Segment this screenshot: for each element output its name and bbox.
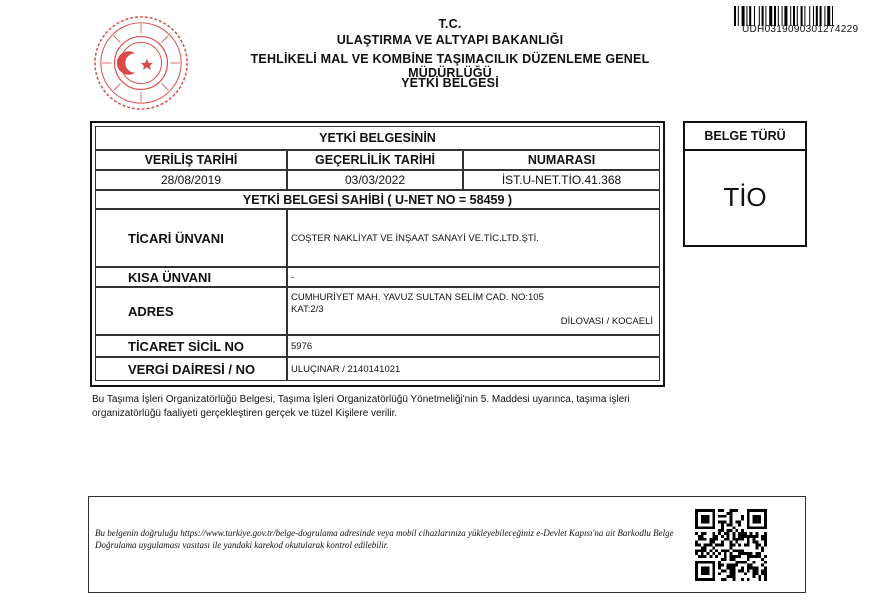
- holder-title: YETKİ BELGESİ SAHİBİ ( U-NET NO = 58459 ): [95, 190, 660, 209]
- short-name-label: KISA ÜNVANI: [95, 267, 287, 287]
- certificate-table: [90, 121, 665, 387]
- legal-note: Bu Taşıma İşleri Organizatörlüğü Belgesi, Taşıma İşleri Organizatörlüğü Yönetmeliği'nin 5. Maddesi uyarınca, taşıma işleri organizatörlüğü faaliyeti gerçekleştiren gerçek ve tüzel Kişilere verilir.: [92, 394, 630, 419]
- ministry-seal-icon: [92, 14, 190, 112]
- address-district: DİLOVASI / KOCAELİ: [560, 316, 653, 327]
- address-label: ADRES: [95, 287, 287, 335]
- barcode-number: UDH0319090301274229: [742, 24, 859, 35]
- issue-date-header: VERİLİŞ TARİHİ: [95, 150, 287, 170]
- tax-label: VERGİ DAİRESİ / NO: [95, 357, 287, 381]
- validity-date-value: 03/03/2022: [287, 170, 463, 190]
- number-value: İST.U-NET.TİO.41.368: [463, 170, 660, 190]
- address-line2: KAT:2/3: [291, 304, 324, 315]
- qr-code-icon: [695, 509, 767, 581]
- header-document-title: YETKİ BELGESİ: [401, 76, 499, 90]
- registry-label: TİCARET SİCİL NO: [95, 335, 287, 357]
- trade-name-label: TİCARİ ÜNVANI: [95, 209, 287, 267]
- section-title: YETKİ BELGESİNİN: [95, 126, 660, 150]
- document-type-label: BELGE TÜRÜ: [685, 123, 805, 151]
- short-name-value: -: [287, 267, 660, 287]
- trade-name-value: COŞTER NAKLİYAT VE İNŞAAT SANAYİ VE.TİC.LTD.ŞTİ.: [287, 209, 660, 267]
- verification-box: [88, 496, 806, 593]
- issue-date-value: 28/08/2019: [95, 170, 287, 190]
- tax-value: ULUÇINAR / 2140141021: [287, 357, 660, 381]
- document-type-value: TİO: [723, 182, 767, 212]
- registry-value: 5976: [287, 335, 660, 357]
- address-line1: CUMHURİYET MAH. YAVUZ SULTAN SELİM CAD. NO:105: [291, 292, 544, 303]
- document-type-box: [683, 121, 807, 247]
- address-value: [287, 287, 660, 335]
- header-directorate: TEHLİKELİ MAL VE KOMBİNE TAŞIMACILIK DÜZENLEME GENEL: [250, 52, 650, 66]
- barcode-icon: [734, 6, 866, 26]
- number-header: NUMARASI: [463, 150, 660, 170]
- verification-text: Bu belgenin doğruluğu https://www.turkiye.gov.tr/belge-dogrulama adresinde veya mobil cihazlarınıza yükleyebileceğiniz e-Devlet Kapısı'na ait Barkodlu Belge Doğrulama uygulaması vasıtası ile yandaki karekod okutularak kontrol edilebilir.: [95, 528, 674, 550]
- header-ministry: ULAŞTIRMA VE ALTYAPI BAKANLIĞI: [336, 33, 564, 47]
- header-directorate-cont: MÜDÜRLÜĞÜ: [408, 66, 492, 80]
- validity-date-header: GEÇERLİLİK TARİHİ: [287, 150, 463, 170]
- header-tc: T.C.: [438, 17, 462, 31]
